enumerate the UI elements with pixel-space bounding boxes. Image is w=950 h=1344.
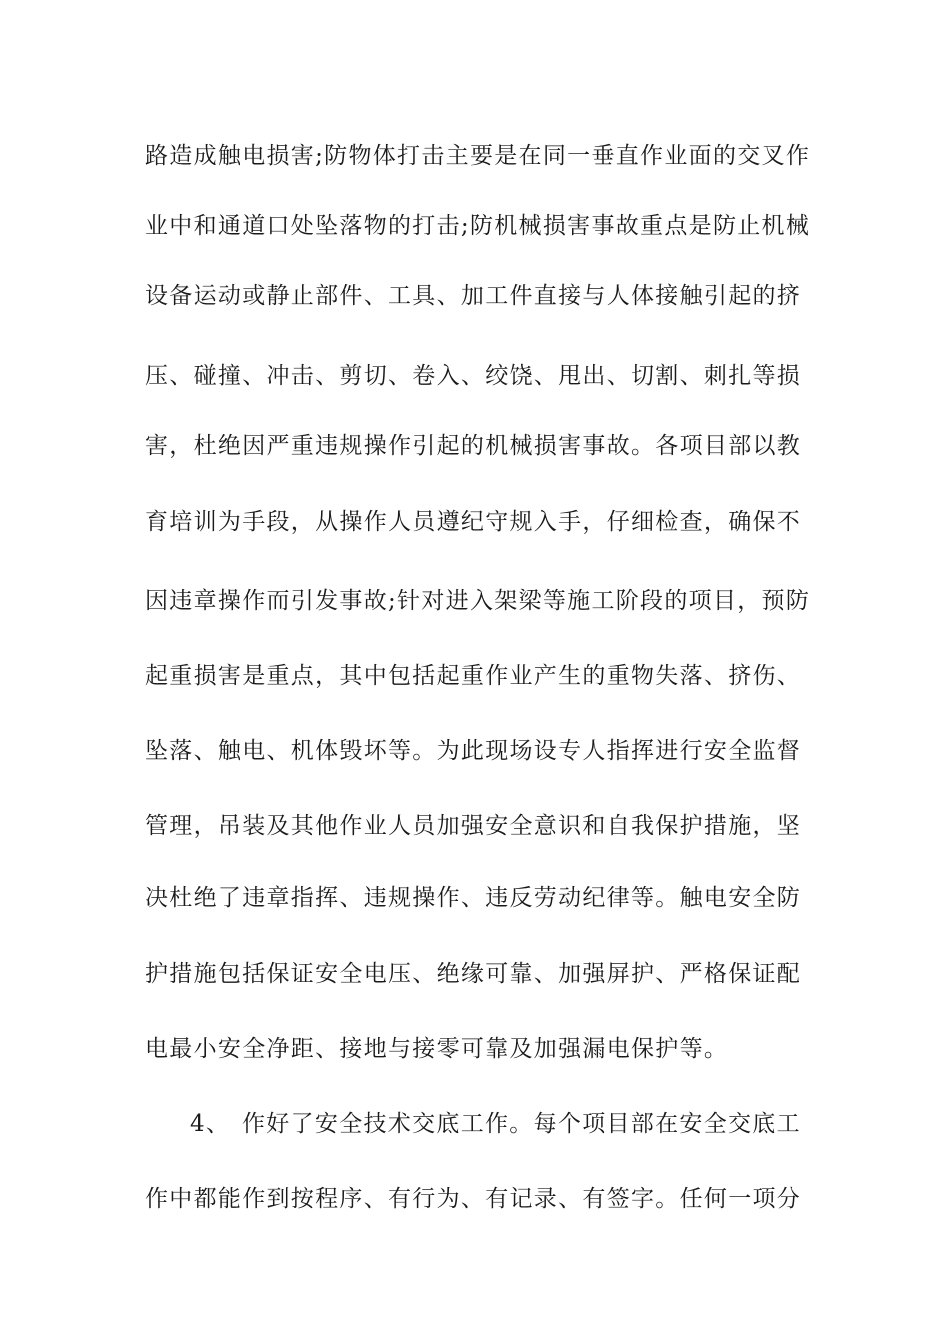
text-line: 因违章操作而引发事故;针对进入架梁等施工阶段的项目，预防 bbox=[145, 588, 811, 614]
text-line: 设备运动或静止部件、工具、加工件直接与人体接触引起的挤 bbox=[145, 283, 802, 309]
text-line: 业中和通道口处坠落物的打击;防机械损害事故重点是防止机械 bbox=[145, 213, 811, 239]
text-line: 压、碰撞、冲击、剪切、卷入、绞饶、甩出、切割、刺扎等损 bbox=[145, 363, 802, 389]
text-line: 护措施包括保证安全电压、绝缘可靠、加强屏护、严格保证配 bbox=[145, 961, 802, 987]
list-item-4 bbox=[190, 1109, 860, 1139]
text-line: 管理，吊装及其他作业人员加强安全意识和自我保护措施，坚 bbox=[145, 813, 802, 839]
text-line: 育培训为手段，从操作人员遵纪守规入手，仔细检查，确保不 bbox=[145, 509, 802, 535]
text-line: 路造成触电损害;防物体打击主要是在同一垂直作业面的交叉作 bbox=[145, 143, 811, 169]
text-line: 决杜绝了违章指挥、违规操作、违反劳动纪律等。触电安全防 bbox=[145, 885, 802, 911]
text-line: 电最小安全净距、接地与接零可靠及加强漏电保护等。 bbox=[145, 1036, 729, 1062]
list-item-text: 作好了安全技术交底工作。每个项目部在安全交底工 bbox=[242, 1111, 801, 1137]
text-line: 起重损害是重点，其中包括起重作业产生的重物失落、挤伤、 bbox=[145, 663, 802, 689]
text-line: 害，杜绝因严重违规操作引起的机械损害事故。各项目部以教 bbox=[145, 433, 802, 459]
list-item-number: 4、 bbox=[190, 1111, 231, 1137]
text-line: 坠落、触电、机体毁坏等。为此现场设专人指挥进行安全监督 bbox=[145, 738, 802, 764]
text-line: 作中都能作到按程序、有行为、有记录、有签字。任何一项分 bbox=[145, 1186, 802, 1212]
